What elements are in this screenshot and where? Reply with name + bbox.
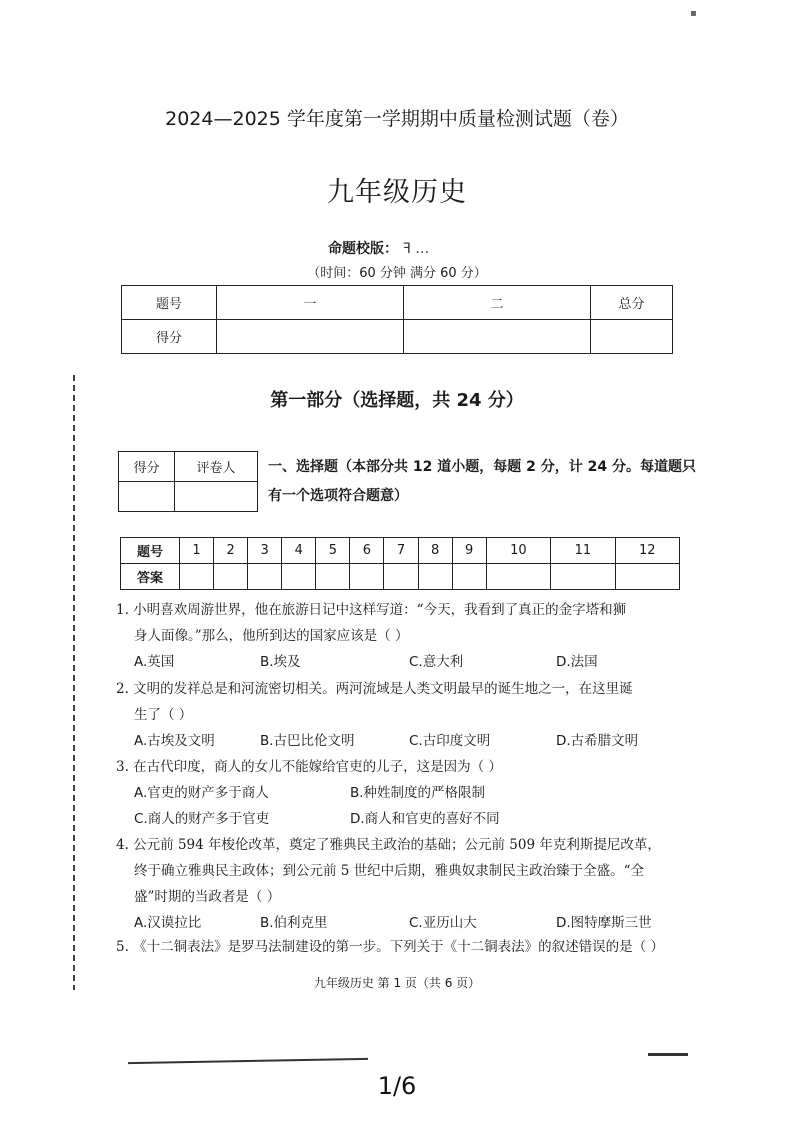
question-4-line-1: 4. 公元前 594 年梭伦改革，奠定了雅典民主政治的基础；公元前 509 年克利斯提尼改革， — [116, 837, 661, 853]
question-3-option-c: C.商人的财产多于官吏 — [134, 811, 270, 827]
table-row — [121, 538, 680, 564]
table-cell: 总分 — [591, 286, 673, 320]
table-row — [122, 320, 673, 354]
score-input-cell[interactable] — [404, 320, 591, 354]
table-cell: 4 — [282, 538, 316, 564]
table-cell: 3 — [248, 538, 282, 564]
scan-artifact-mark — [648, 1053, 688, 1056]
table-cell: 1 — [180, 538, 214, 564]
answer-input-cell[interactable] — [180, 564, 214, 590]
answer-input-cell[interactable] — [248, 564, 282, 590]
table-cell: 6 — [350, 538, 384, 564]
answer-input-cell[interactable] — [551, 564, 615, 590]
question-3-option-d: D.商人和官吏的喜好不同 — [350, 811, 500, 827]
setter-label — [328, 238, 429, 258]
answer-input-cell[interactable] — [350, 564, 384, 590]
answer-input-cell[interactable] — [615, 564, 679, 590]
section-intro: 一、选择题（本部分共 12 道小题，每题 2 分，计 24 分。每道题只有一个选项符合题意） — [268, 459, 696, 504]
grader-table — [118, 451, 258, 512]
time-info: （时间：60 分钟 满分 60 分） — [307, 266, 487, 281]
question-1-option-b: B.埃及 — [260, 654, 301, 670]
question-5-line-1: 5. 《十二铜表法》是罗马法制建设的第一步。下列关于《十二铜表法》的叙述错误的是（ ） — [116, 939, 664, 955]
page-footer: 九年级历史 第 1 页（共 6 页） — [313, 976, 481, 990]
question-3-line-1: 3. 在古代印度，商人的女儿不能嫁给官吏的儿子，这是因为（ ） — [116, 759, 502, 775]
part-heading: 第一部分（选择题，共 24 分） — [270, 390, 524, 411]
question-1-option-c: C.意大利 — [409, 654, 464, 670]
scan-artifact-line — [128, 1058, 368, 1064]
table-cell: 得分 — [119, 452, 175, 482]
question-2-option-d: D.古希腊文明 — [556, 733, 639, 749]
scan-corner-mark: ▪ — [690, 8, 697, 19]
answer-input-cell[interactable] — [418, 564, 452, 590]
answer-input-cell[interactable] — [384, 564, 418, 590]
question-4-option-d: D.图特摩斯三世 — [556, 915, 652, 931]
table-cell: 5 — [316, 538, 350, 564]
question-1-option-d: D.法国 — [556, 654, 598, 670]
table-row — [119, 482, 258, 512]
table-cell: 一 — [217, 286, 404, 320]
question-2-line-1: 2. 文明的发祥总是和河流密切相关。两河流域是人类文明最早的诞生地之一，在这里诞 — [116, 681, 633, 697]
table-row — [119, 452, 258, 482]
question-2-option-a: A.古埃及文明 — [134, 733, 215, 749]
question-4-line-3: 盛”时期的当政者是（ ） — [134, 889, 281, 905]
question-3-option-a: A.官吏的财产多于商人 — [134, 785, 269, 801]
page-indicator: 1/6 — [377, 1072, 417, 1100]
score-input-cell[interactable] — [591, 320, 673, 354]
question-1-option-a: A.英国 — [134, 654, 175, 670]
setter-label-text: 命题校版： — [328, 241, 398, 257]
question-4-option-c: C.亚历山大 — [409, 915, 477, 931]
answer-input-cell[interactable] — [282, 564, 316, 590]
subject-title: 九年级历史 — [327, 177, 467, 208]
table-cell: 2 — [214, 538, 248, 564]
answer-table — [120, 537, 680, 590]
answer-input-cell[interactable] — [452, 564, 486, 590]
question-2-option-c: C.古印度文明 — [409, 733, 491, 749]
table-cell: 评卷人 — [175, 452, 258, 482]
table-cell: 题号 — [122, 286, 217, 320]
score-input-cell[interactable] — [217, 320, 404, 354]
table-row — [122, 286, 673, 320]
score-input-cell[interactable] — [119, 482, 175, 512]
answer-input-cell[interactable] — [486, 564, 550, 590]
table-cell: 10 — [486, 538, 550, 564]
table-cell: 8 — [418, 538, 452, 564]
table-cell: 11 — [551, 538, 615, 564]
question-1-line-2: 身人面像。”那么，他所到达的国家应该是（ ） — [134, 628, 409, 644]
table-cell: 题号 — [121, 538, 180, 564]
table-row — [121, 564, 680, 590]
handwritten-mark: ꟻ .‥ — [402, 241, 430, 257]
question-2-line-2: 生了（ ） — [134, 707, 193, 723]
answer-input-cell[interactable] — [214, 564, 248, 590]
question-4-option-b: B.伯利克里 — [260, 915, 328, 931]
question-4-line-2: 终于确立雅典民主政体；到公元前 5 世纪中后期，雅典奴隶制民主政治臻于全盛。“全 — [134, 863, 645, 879]
answer-input-cell[interactable] — [316, 564, 350, 590]
question-2-option-b: B.古巴比伦文明 — [260, 733, 355, 749]
table-cell: 9 — [452, 538, 486, 564]
question-3-option-b: B.种姓制度的严格限制 — [350, 785, 486, 801]
table-cell: 答案 — [121, 564, 180, 590]
exam-title: 2024—2025 学年度第一学期期中质量检测试题（卷） — [165, 108, 629, 130]
question-1-line-1: 1. 小明喜欢周游世界，他在旅游日记中这样写道：“今天，我看到了真正的金字塔和狮 — [116, 602, 627, 618]
grader-input-cell[interactable] — [175, 482, 258, 512]
score-table — [121, 285, 673, 354]
table-cell: 二 — [404, 286, 591, 320]
table-cell: 得分 — [122, 320, 217, 354]
table-cell: 7 — [384, 538, 418, 564]
table-cell: 12 — [615, 538, 679, 564]
question-4-option-a: A.汉谟拉比 — [134, 915, 202, 931]
binding-margin-line — [73, 375, 75, 990]
